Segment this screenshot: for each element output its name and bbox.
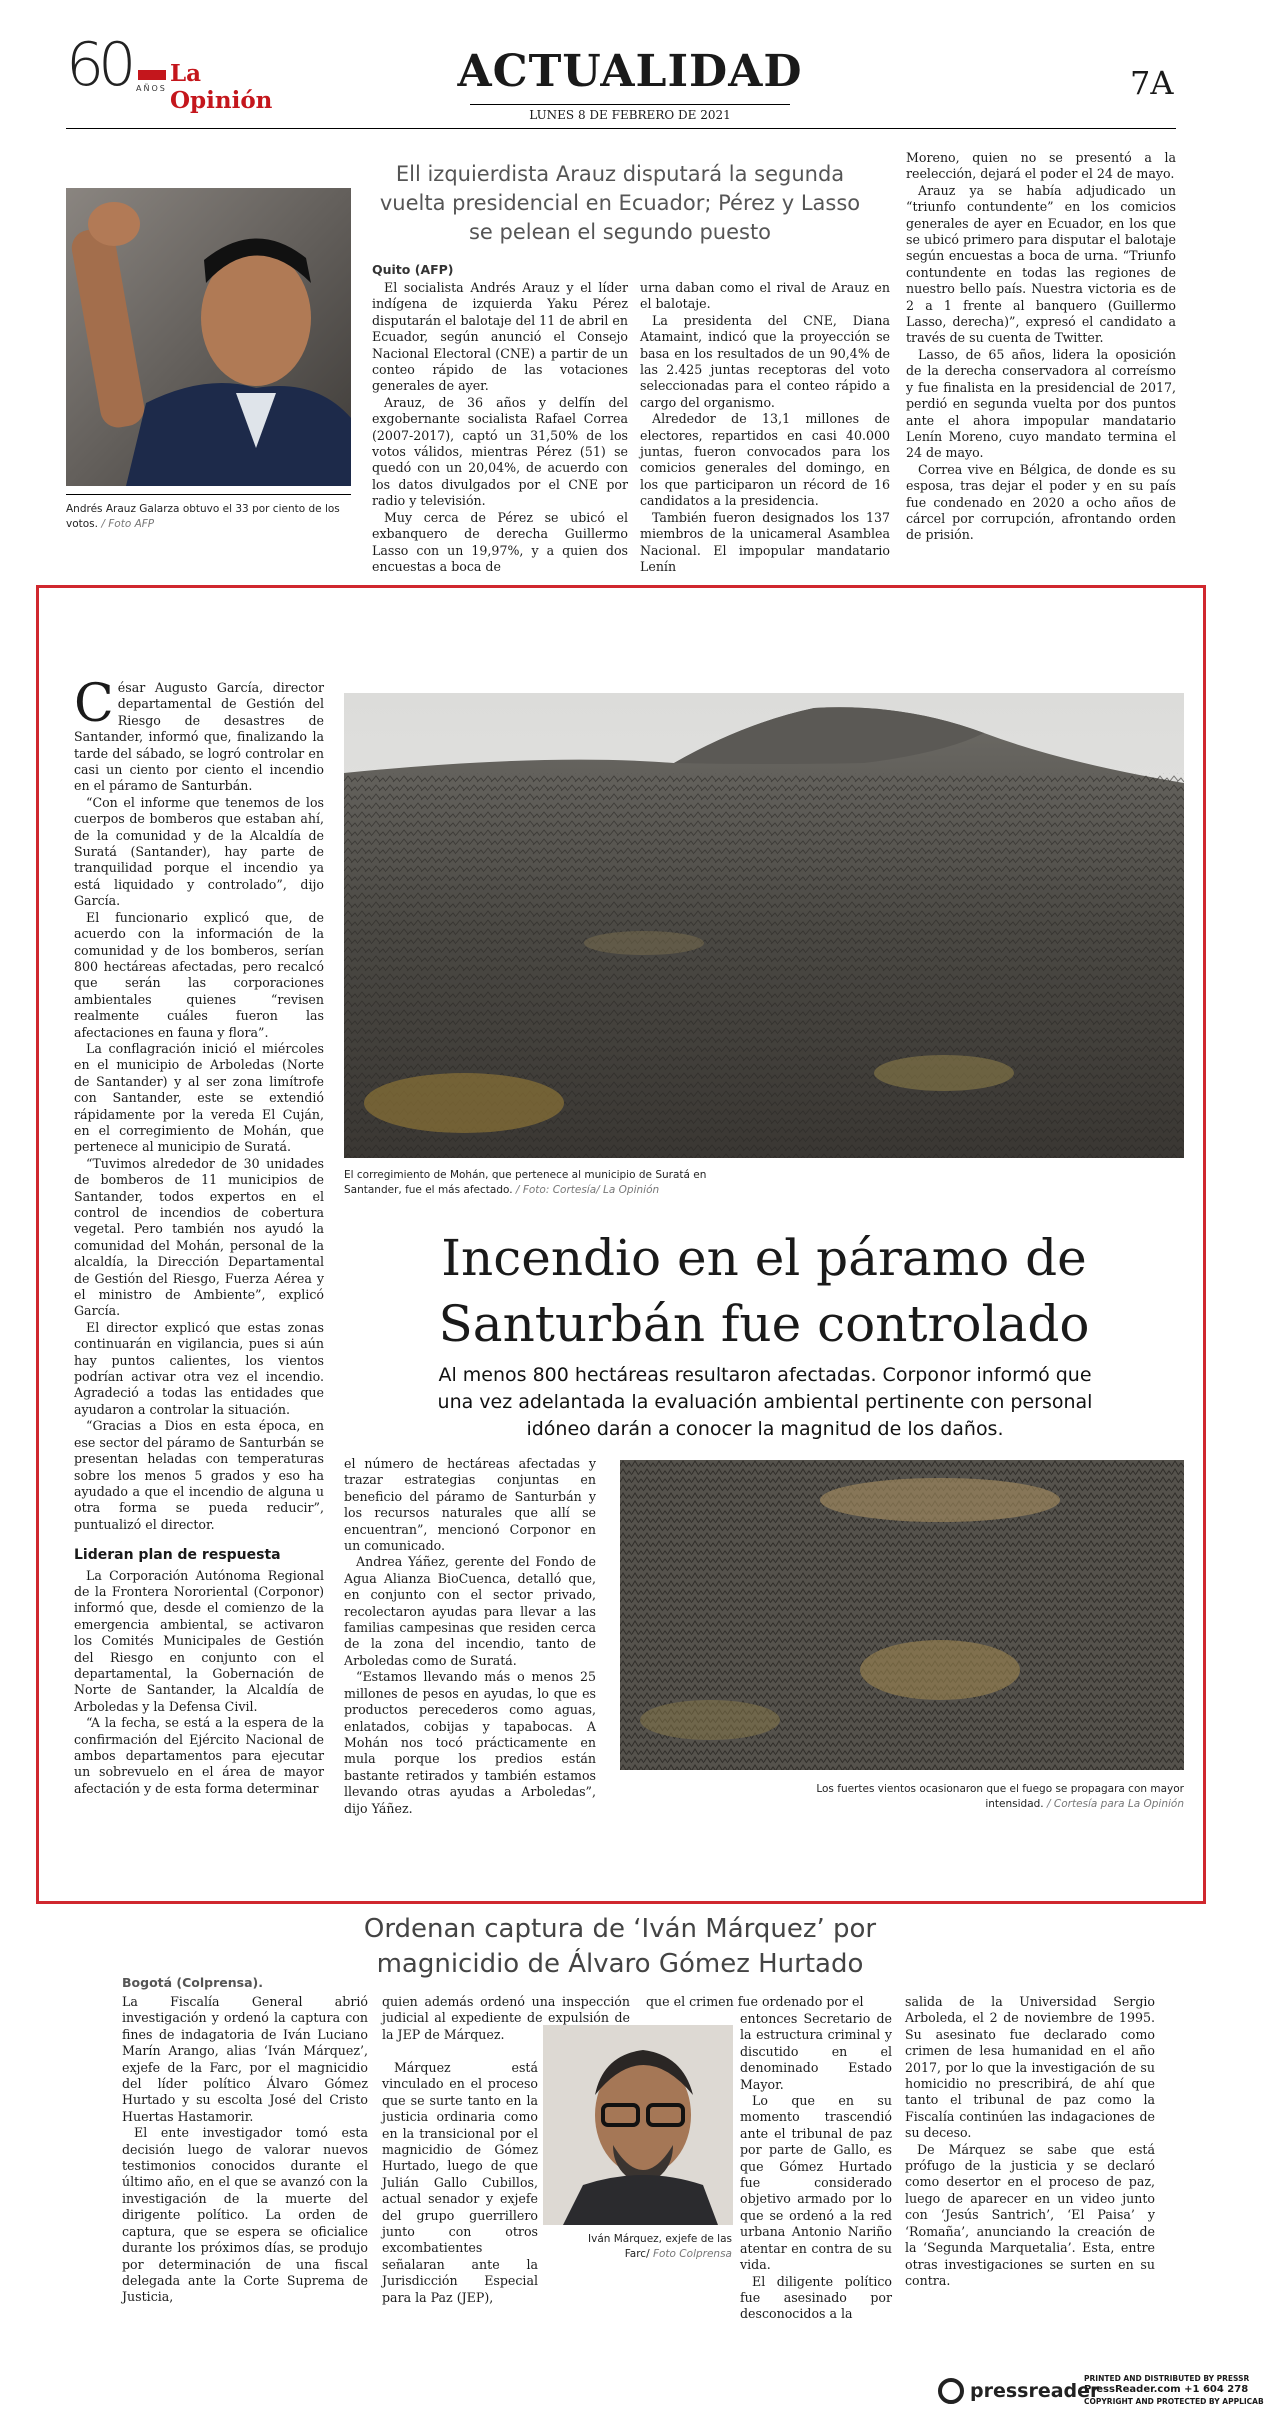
article3-col1-p2: El ente investigador tomó esta decisión luego de valorar nuevos testimonios conocidos durante el último año, en el que se avanzó con la investigación de la muerte del dirigente político. La orden de captura, que se espera se oficialice durante los próximos días, se produjo por determinación de una fiscal delegada ante la Corte Suprema de Justicia, xyxy=(122,2125,368,2305)
article2-col2 xyxy=(344,1456,596,1817)
article1-col3 xyxy=(906,150,1176,544)
article2-col1-p3: La conflagración inició el miércoles en el municipio de Arboledas (Norte de Santander) y al ser zona limítrofe con Santander, este se extendió rápidamente por la vereda El Cuján, en el corregimiento de Mohán, que pertenece al municipio de Suratá. xyxy=(74,1040,324,1155)
burned-field-photo xyxy=(620,1460,1184,1770)
header-rule xyxy=(470,104,790,105)
article3-headline xyxy=(260,1912,980,1982)
paramo-caption1 xyxy=(344,1168,744,1198)
article3-col4-p2: De Márquez se sabe que está prófugo de la justicia y se declaró como desertor en el proceso de paz, luego de aparecer en un video junto con ‘Jesús Santrich’, ‘El Paisa’ y ‘Romaña’, anunciando la creación de la ‘Segunda Marquetalia’. Esta, entre otras investigaciones se surten en su contra. xyxy=(905,2141,1155,2288)
paramo-caption1-credit: / Foto: Cortesía/ La Opinión xyxy=(515,1184,660,1196)
article3-headline-line1: Ordenan captura de ‘Iván Márquez’ por xyxy=(363,1914,877,1944)
logo-anniversary-number: 60 xyxy=(66,30,131,100)
article1-col2-p3: Alrededor de 13,1 millones de electores, repartidos en casi 40.000 juntas, fueron convocados para los comicios generales del domingo, en los que participaron un récord de 16 candidatos a la presidencia. xyxy=(640,411,890,509)
article1-col2-p2: La presidenta del CNE, Diana Atamaint, indicó que la proyección se basa en los resultados de un 90,4% de las 2.425 juntas receptoras del voto seleccionadas para el conteo rápido a cargo del organismo. xyxy=(640,312,890,410)
arauz-caption-text: Andrés Arauz Galarza obtuvo el 33 por ciento de los votos. xyxy=(66,503,340,530)
article3-headline-line2: magnicidio de Álvaro Gómez Hurtado xyxy=(376,1949,864,1979)
ivan-caption-credit: Foto Colprensa xyxy=(652,2248,732,2260)
burned-field-illustration xyxy=(620,1460,1184,1770)
pressreader-badge[interactable] xyxy=(938,2372,1264,2412)
pressreader-logo-icon xyxy=(938,2378,964,2404)
pressreader-line3: COPYRIGHT AND PROTECTED BY APPLICAB xyxy=(1084,2397,1264,2406)
article3-col3-p3: El diligente político fue asesinado por desconocidos a la xyxy=(740,2273,892,2322)
article3-col4-p1: salida de la Universidad Sergio Arboleda, el 2 de noviembre de 1995. Su asesinato fue declarado como crimen de lesa humanidad en el año 2017, por lo que la investigación de su homicidio no prescribirá, de ahí que tanto el tribunal de paz como la Fiscalía continúen las indagaciones de su deceso. xyxy=(905,1994,1155,2141)
article3-col1-p1: La Fiscalía General abrió investigación y ordenó la captura con fines de indagatoria de Iván Luciano Marín Arango, alias ‘Iván Márquez’, exjefe de la Farc, por el magnicidio del líder político Álvaro Gómez Hurtado y su escolta José del Cristo Huertas Hastamorir. xyxy=(122,1994,368,2124)
article3-col2a-p1: quien además ordenó una inspección judicial al expediente de expulsión de la JEP de Márquez. xyxy=(382,1994,630,2042)
article3-col3a xyxy=(646,1994,892,2010)
article2-col1-p2: El funcionario explicó que, de acuerdo con la información de la comunidad y de los bomberos, serían 800 hectáreas afectadas, pero recalcó que serán las corporaciones ambientales quienes “revisen realmente cuáles fueron las afectaciones en fauna y flora”. xyxy=(74,909,324,1040)
paramo-caption1-text: El corregimiento de Mohán, que pertenece al municipio de Suratá en Santander, fue el más afectado. xyxy=(344,1169,707,1196)
logo-red-tag-icon xyxy=(138,70,166,80)
article2-col1b-p1: La Corporación Autónoma Regional de la Frontera Nororiental (Corponor) informó que, desde el comienzo de la emergencia ambiental, se activaron los Comités Municipales de Gestión del Riesgo en conjunto con el departamental, la Gobernación de Norte de Santander, la Alcaldía de Arboledas y la Defensa Civil. xyxy=(74,1567,324,1714)
arauz-caption xyxy=(66,502,356,532)
burned-paramo-photo xyxy=(344,693,1184,1158)
paramo-caption2-credit: / Cortesía para La Opinión xyxy=(1046,1798,1184,1810)
article2-col1-p4: “Tuvimos alrededor de 30 unidades de bomberos de 11 municipios de Santander, todos expertos en el control de incendios de cobertura vegetal. Pero también nos ayudó la comunidad del Mohán, personal de la alcaldía, la Dirección Departamental de Gestión del Riesgo, Fuerza Aérea y el ministro de Ambiente”, explicó García. xyxy=(74,1155,324,1319)
article2-headline xyxy=(344,1225,1184,1357)
article1-col1-p1: El socialista Andrés Arauz y el líder indígena de izquierda Yaku Pérez disputarán el balotaje del 11 de abril en Ecuador, según anunció el Consejo Nacional Electoral (CNE) a partir de un conteo rápido de las votaciones generales de ayer. xyxy=(372,280,628,394)
article2-subhead: Lideran plan de respuesta xyxy=(74,1547,281,1564)
paramo-credit1-text: Foto: Cortesía/ La Opinión xyxy=(522,1184,660,1196)
page-number: 7A xyxy=(1130,64,1174,102)
paramo-caption2-text: Los fuertes vientos ocasionaron que el fuego se propagara con mayor intensidad. xyxy=(816,1783,1184,1810)
paramo-credit2-text: Cortesía para La Opinión xyxy=(1053,1798,1184,1810)
article1-dateline: Quito (AFP) xyxy=(372,262,454,277)
article3-dateline: Bogotá (Colprensa). xyxy=(122,1975,263,1990)
article2-col2-p2: Andrea Yáñez, gerente del Fondo de Agua Alianza BioCuenca, detalló que, en conjunto con el sector privado, recolectaron ayudas para llevar a las familias campesinas que residen cerca de la zona del incendio, tanto de Arboledas como de Suratá. xyxy=(344,1554,596,1668)
arauz-photo xyxy=(66,188,351,486)
article1-col2-p4: También fueron designados los 137 miembros de la unicameral Asamblea Nacional. El impopular mandatario Lenín xyxy=(640,509,890,574)
article3-col3-p1: entonces Secretario de la estructura criminal y discutido en el denominado Estado Mayor. xyxy=(740,2011,892,2092)
article3-col1 xyxy=(122,1994,368,2306)
logo-name: La Opinión xyxy=(170,60,273,114)
article2-col2-p1: el número de hectáreas afectadas y trazar estrategias conjuntas en beneficio del páramo de Santurbán y los recursos naturales que allí se encuentran”, mencionó Corponor en un comunicado. xyxy=(344,1456,596,1554)
article2-headline-line1: Incendio en el páramo de xyxy=(441,1229,1087,1287)
ivan-caption xyxy=(560,2232,732,2262)
article1-col2-p1: urna daban como el rival de Arauz en el balotaje. xyxy=(640,280,890,312)
article3-col2 xyxy=(382,2060,538,2306)
logo-years: AÑOS xyxy=(136,84,167,93)
article2-subtitle: Al menos 800 hectáreas resultaron afectadas. Corponor informó que una vez adelantada la evaluación ambiental pertinente con personal idóneo darán a conocer la magnitud de los daños. xyxy=(437,1364,1093,1440)
article1-col3-p1: Moreno, quien no se presentó a la reelección, dejará el poder el 24 de mayo. xyxy=(906,150,1176,182)
article1-col3-p4: Correa vive en Bélgica, de donde es su esposa, tras dejar el poder y en su país fue condenado en 2020 a ocho años de cárcel por corrupción, afrontando orden de prisión. xyxy=(906,461,1176,543)
section-title: ACTUALIDAD xyxy=(457,46,803,97)
paramo-caption2 xyxy=(800,1782,1184,1812)
article2-col1 xyxy=(74,674,324,1797)
article3-col3-p2: Lo que en su momento trascendió ante el tribunal de paz por parte de Gallo, es que Gómez Hurtado fue considerado objetivo armado por lo que se ordenó a la red urbana Antonio Nariño atentar en contra de su vida. xyxy=(740,2093,892,2273)
article2-dropcap: C xyxy=(74,674,114,734)
article1-col1-p3: Muy cerca de Pérez se ubicó el exbanquero de derecha Guillermo Lasso con un 19,97%, y a quien dos encuestas a boca de xyxy=(372,509,628,574)
article2-col2-p3: “Estamos llevando más o menos 25 millones de pesos en ayudas, lo que es productos perecederos como aguas, enlatados, cobijas y tapabocas. A Mohán nos tocó prácticamente en mula porque los predios están bastante retirados y también estamos llevando otras ayudas a Arboledas”, dijo Yáñez. xyxy=(344,1669,596,1816)
article3-col3a-p1: que el crimen fue ordenado por el xyxy=(646,1994,864,2009)
pressreader-line1: PRINTED AND DISTRIBUTED BY PRESSR xyxy=(1084,2374,1250,2383)
article2-col1-p1: “Con el informe que tenemos de los cuerpos de bomberos que estaban ahí, de la comunidad y de la Alcaldía de Suratá (Santander), hay parte de tranquilidad porque el incendio ya está liquidado y controlado”, dijo García. xyxy=(74,794,324,909)
header-bottom-rule xyxy=(66,128,1176,129)
article1-col3-p3: Lasso, de 65 años, lidera la oposición de la derecha conservadora al correísmo y fue finalista en la presidencial de 2017, perdió en segunda vuelta por dos puntos ante el ahora impopular mandatario Lenín Moreno, cuyo mandato termina el 24 de mayo. xyxy=(906,346,1176,461)
ivan-caption-text: Iván Márquez, exjefe de las Farc/ xyxy=(588,2233,732,2260)
article1-col1-p2: Arauz, de 36 años y delfín del exgobernante socialista Rafael Correa (2007-2017), captó un 31,50% de los votos válidos, mientras Pérez (51) se quedó con un 20,04%, de acuerdo con los datos divulgados por el CNE por radio y televisión. xyxy=(372,394,628,509)
article2-col1-p5: El director explicó que estas zonas continuarán en vigilancia, pues si aún hay puntos calientes, los vientos podrían activar otra vez el incendio. Agradeció a todas las entidades que ayudaron a controlar la situación. xyxy=(74,1319,324,1417)
article1-col3-p2: Arauz ya se había adjudicado un “triunfo contundente” en los comicios generales de ayer en Ecuador, en los que se ubicó primero para disputar el balotaje según encuestas a boca de urna. “Triunfo contundente en todas las regiones de nuestro bello país. Nuestra victoria es de 2 a 1 frente al banquero (Guillermo Lasso, derecha)”, expresó el candidato a través de su cuenta de Twitter. xyxy=(906,182,1176,346)
ivan-marquez-illustration xyxy=(543,2025,733,2225)
pressreader-line2: PressReader.com +1 604 278 xyxy=(1084,2384,1249,2395)
article3-col2-p1: Márquez está vinculado en el proceso que se surte tanto en la justicia ordinaria como en la transicional por el magnicidio de Gómez Hurtado, luego de que Julián Gallo Cubillos, actual senador y exjefe del grupo guerrillero junto con otros excombatientes señalaran ante la Jurisdicción Especial para la Paz (JEP), xyxy=(382,2060,538,2305)
issue-date: LUNES 8 DE FEBRERO DE 2021 xyxy=(529,108,731,122)
arauz-credit-text: Foto AFP xyxy=(108,518,155,530)
article2-headline-line2: Santurbán fue controlado xyxy=(438,1295,1090,1353)
masthead-logo xyxy=(66,32,296,112)
article2-lead-text: ésar Augusto García, director departamental de Gestión del Riesgo de desastres de Santander, informó que, finalizando la tarde del sábado, se logró controlar en casi un ciento por ciento el incendio en el páramo de Santurbán. xyxy=(74,680,324,794)
ivan-marquez-photo xyxy=(543,2025,733,2225)
article3-col4 xyxy=(905,1994,1155,2289)
article3-col3 xyxy=(740,2011,892,2323)
article1-col2 xyxy=(640,280,890,575)
article2-lead xyxy=(74,674,324,795)
article1-col1 xyxy=(372,280,628,575)
article2-col1-p6: “Gracias a Dios en esta época, en ese sector del páramo de Santurbán se presentan heladas con temperaturas sobre los menos 5 grados y eso ha ayudado a que el incendio de alguna u otra forma se pueda reducir”, puntualizó el director. xyxy=(74,1418,324,1532)
arauz-photo-illustration xyxy=(66,188,351,486)
arauz-photo-rule xyxy=(66,494,351,495)
pressreader-wordmark: pressreader xyxy=(970,2380,1100,2402)
burned-paramo-illustration xyxy=(344,693,1184,1158)
article2-col1b-p2: “A la fecha, se está a la espera de la confirmación del Ejército Nacional de ambos departamentos para ejecutar un sobrevuelo en el área de mayor afectación y de esta forma determinar xyxy=(74,1715,324,1796)
arauz-caption-credit: / Foto AFP xyxy=(101,518,155,530)
article1-headline: Ell izquierdista Arauz disputará la segunda vuelta presidencial en Ecuador; Pérez y Lasso se pelean el segundo puesto xyxy=(379,162,861,244)
